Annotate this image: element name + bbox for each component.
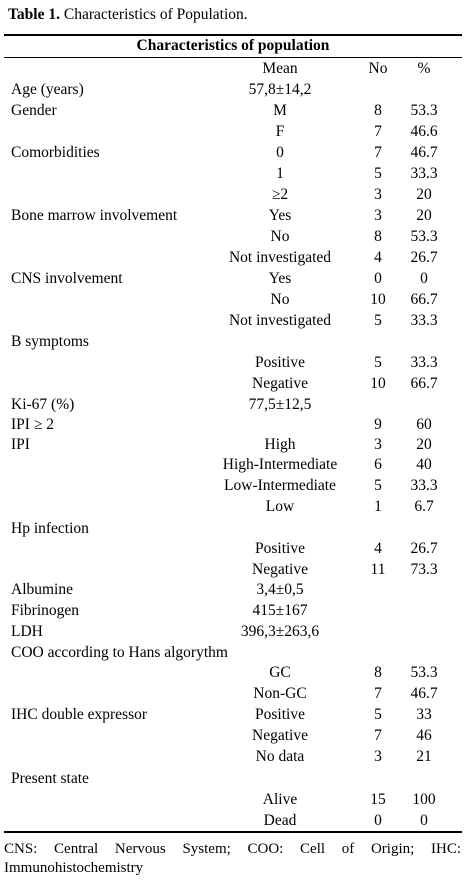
table-row [0, 394, 465, 415]
row-label: CNS involvement [11, 270, 123, 287]
row-no: 5 [374, 312, 382, 329]
row-pct: 26.7 [410, 540, 438, 557]
row-no: 5 [374, 354, 382, 371]
table-row [0, 496, 465, 517]
row-label: Gender [11, 102, 57, 119]
row-no: 4 [374, 540, 382, 557]
table-row [0, 268, 465, 289]
row-mean: GC [269, 664, 291, 681]
row-pct: 0 [420, 812, 428, 829]
row-label: Age (years) [11, 81, 84, 98]
table-row [0, 600, 465, 621]
row-mean: 1 [276, 165, 284, 182]
row-pct: 46.7 [410, 144, 438, 161]
row-mean: Positive [255, 354, 305, 371]
caption-label: Table 1. [8, 6, 60, 23]
row-pct: 33.3 [410, 312, 438, 329]
row-pct: 66.7 [410, 375, 438, 392]
row-label: IPI [11, 436, 30, 453]
table-row [0, 79, 465, 100]
table-row [0, 58, 465, 79]
table-row [0, 163, 465, 184]
row-no: 5 [374, 706, 382, 723]
row-no: 1 [374, 498, 382, 515]
row-no: 7 [374, 685, 382, 702]
row-mean: Not investigated [228, 312, 332, 329]
row-no: 3 [374, 748, 382, 765]
row-no: 15 [370, 791, 386, 808]
row-mean: M [273, 102, 287, 119]
row-mean: 0 [276, 144, 284, 161]
table-row [0, 518, 465, 539]
table-row [0, 683, 465, 704]
row-mean: Low [265, 498, 295, 515]
table-row [0, 289, 465, 310]
table-row [0, 704, 465, 725]
table-row [0, 331, 465, 352]
row-no: 3 [374, 186, 382, 203]
row-mean: 57,8±14,2 [248, 81, 312, 98]
row-pct: 21 [416, 748, 432, 765]
row-mean: Alive [262, 791, 298, 808]
row-no: 8 [374, 102, 382, 119]
table-row [0, 768, 465, 789]
row-no: 9 [374, 416, 382, 433]
row-label: COO according to Hans algorythm [11, 644, 228, 661]
table-row [0, 414, 465, 435]
table-row [0, 142, 465, 163]
table-row [0, 579, 465, 600]
row-no: 5 [374, 165, 382, 182]
row-pct: 26.7 [410, 249, 438, 266]
row-pct: 53.3 [410, 102, 438, 119]
row-label: IHC double expressor [11, 706, 148, 723]
row-mean: F [275, 123, 285, 140]
table-title: Characteristics of population [136, 37, 330, 54]
row-mean: Negative [252, 375, 308, 392]
row-label: IPI ≥ 2 [11, 416, 54, 433]
table-row [0, 538, 465, 559]
row-pct: 6.7 [414, 498, 434, 515]
table-row [0, 434, 465, 455]
bottom-rule [4, 831, 462, 833]
caption-text: Characteristics of Population. [59, 6, 248, 23]
row-label: LDH [11, 623, 43, 640]
row-mean: No data [255, 748, 305, 765]
row-mean: Non-GC [253, 685, 307, 702]
row-mean: Yes [268, 270, 292, 287]
row-mean: Negative [252, 727, 308, 744]
row-pct: 100 [412, 791, 436, 808]
row-label: Bone marrow involvement [11, 207, 178, 224]
row-mean: 396,3±263,6 [240, 623, 320, 640]
table-row [0, 352, 465, 373]
table-row [0, 725, 465, 746]
row-pct: 46.7 [410, 685, 438, 702]
table-row [0, 810, 465, 831]
row-mean: 77,5±12,5 [248, 396, 312, 413]
table-row [0, 121, 465, 142]
row-no: 11 [370, 561, 386, 578]
row-no: 8 [374, 228, 382, 245]
row-mean: No [270, 291, 290, 308]
row-mean: Mean [262, 60, 298, 77]
row-mean: Negative [252, 561, 308, 578]
row-label: Comorbidities [11, 144, 100, 161]
table-row [0, 454, 465, 475]
row-no: 0 [374, 812, 382, 829]
row-label: Hp infection [11, 520, 89, 537]
row-pct: 33.3 [410, 477, 438, 494]
table-row [0, 475, 465, 496]
row-pct: 46 [416, 727, 432, 744]
row-mean: Positive [255, 706, 305, 723]
row-no: 3 [374, 436, 382, 453]
row-no: No [368, 60, 388, 77]
row-pct: 33 [416, 706, 432, 723]
row-pct: 46.6 [410, 123, 438, 140]
table-row [0, 184, 465, 205]
row-mean: Positive [255, 540, 305, 557]
table-row [0, 310, 465, 331]
top-rule [4, 34, 462, 36]
row-pct: % [417, 60, 431, 77]
table-row [0, 746, 465, 767]
table-row [0, 373, 465, 394]
row-pct: 73.3 [410, 561, 438, 578]
table-row [0, 642, 465, 663]
row-no: 3 [374, 207, 382, 224]
row-mean: 415±167 [252, 602, 308, 619]
row-no: 10 [370, 291, 386, 308]
table-row [0, 621, 465, 642]
row-label: Ki-67 (%) [11, 396, 75, 413]
row-pct: 40 [416, 456, 432, 473]
table-row [0, 662, 465, 683]
table-row [0, 205, 465, 226]
row-mean: ≥2 [271, 186, 289, 203]
row-no: 8 [374, 664, 382, 681]
row-no: 7 [374, 727, 382, 744]
row-no: 5 [374, 477, 382, 494]
row-mean: 3,4±0,5 [256, 581, 304, 598]
row-pct: 20 [416, 186, 432, 203]
row-label: Present state [11, 770, 89, 787]
row-mean: High-Intermediate [222, 456, 338, 473]
row-mean: Low-Intermediate [224, 477, 336, 494]
row-label: Fibrinogen [11, 602, 80, 619]
row-no: 7 [374, 123, 382, 140]
row-mean: Dead [263, 812, 297, 829]
row-mean: No [270, 228, 290, 245]
row-no: 10 [370, 375, 386, 392]
row-no: 6 [374, 456, 382, 473]
row-pct: 33.3 [410, 354, 438, 371]
row-no: 4 [374, 249, 382, 266]
row-pct: 20 [416, 436, 432, 453]
footnote: CNS: Central Nervous System; COO: Cell of Origin; IHC: Immunohistochemistry [4, 841, 461, 876]
row-pct: 20 [416, 207, 432, 224]
table-row [0, 100, 465, 121]
table-row [0, 789, 465, 810]
table-row [0, 559, 465, 580]
table-caption [8, 6, 248, 24]
row-pct: 53.3 [410, 664, 438, 681]
row-label: B symptoms [11, 333, 89, 350]
row-pct: 53.3 [410, 228, 438, 245]
table-row [0, 226, 465, 247]
row-mean: High [264, 436, 296, 453]
row-pct: 60 [416, 416, 432, 433]
row-no: 0 [374, 270, 382, 287]
row-mean: Yes [268, 207, 292, 224]
row-pct: 0 [420, 270, 428, 287]
row-pct: 66.7 [410, 291, 438, 308]
row-no: 7 [374, 144, 382, 161]
row-pct: 33.3 [410, 165, 438, 182]
table-row [0, 247, 465, 268]
row-mean: Not investigated [228, 249, 332, 266]
row-label: Albumine [11, 581, 73, 598]
